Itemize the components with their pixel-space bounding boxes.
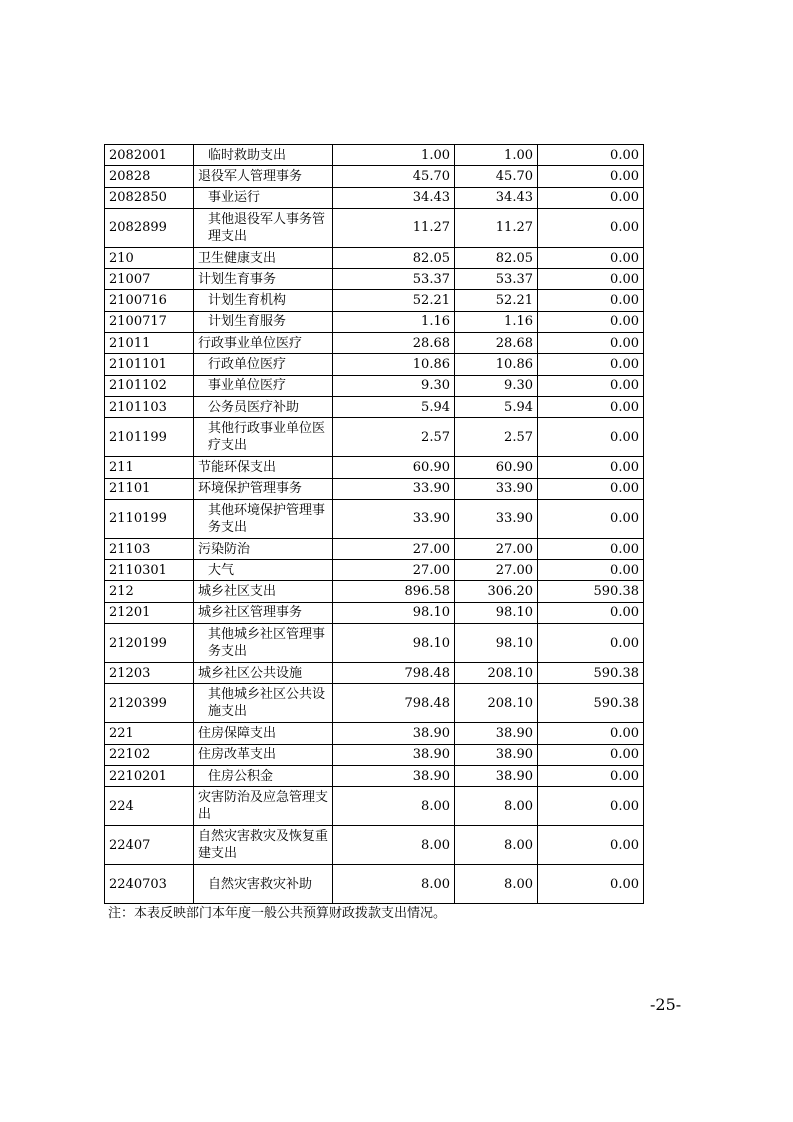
table-row — [105, 166, 644, 187]
project-expenditure-cell: 0.00 — [538, 396, 644, 417]
total-amount-cell: 34.43 — [333, 187, 455, 208]
project-expenditure-cell: 0.00 — [538, 560, 644, 581]
table-row — [105, 187, 644, 208]
project-expenditure-cell: 0.00 — [538, 290, 644, 311]
basic-expenditure-cell: 27.00 — [455, 538, 538, 559]
basic-expenditure-cell: 1.16 — [455, 311, 538, 332]
table-row — [105, 560, 644, 581]
table-row — [105, 247, 644, 268]
table-row — [105, 624, 644, 663]
total-amount-cell: 27.00 — [333, 560, 455, 581]
basic-expenditure-cell: 27.00 — [455, 560, 538, 581]
project-expenditure-cell: 590.38 — [538, 581, 644, 602]
project-expenditure-cell: 0.00 — [538, 602, 644, 623]
subject-name-cell: 环境保护管理事务 — [194, 478, 333, 499]
table-row — [105, 499, 644, 538]
basic-expenditure-cell: 33.90 — [455, 499, 538, 538]
subject-name-cell: 灾害防治及应急管理支出 — [194, 787, 333, 826]
total-amount-cell: 28.68 — [333, 333, 455, 354]
table-row — [105, 787, 644, 826]
table-row — [105, 723, 644, 744]
subject-name-cell: 计划生育事务 — [194, 269, 333, 290]
basic-expenditure-cell: 45.70 — [455, 166, 538, 187]
subject-code-cell: 2120199 — [105, 624, 194, 663]
table-row — [105, 418, 644, 457]
total-amount-cell: 45.70 — [333, 166, 455, 187]
subject-code-cell: 21007 — [105, 269, 194, 290]
total-amount-cell: 33.90 — [333, 499, 455, 538]
table-row — [105, 602, 644, 623]
subject-name-cell: 公务员医疗补助 — [194, 396, 333, 417]
total-amount-cell: 10.86 — [333, 354, 455, 375]
subject-code-cell: 224 — [105, 787, 194, 826]
subject-code-cell: 210 — [105, 247, 194, 268]
subject-name-cell: 卫生健康支出 — [194, 247, 333, 268]
page-number: -25- — [650, 995, 682, 1014]
basic-expenditure-cell: 208.10 — [455, 684, 538, 723]
subject-code-cell: 2110199 — [105, 499, 194, 538]
project-expenditure-cell: 0.00 — [538, 865, 644, 904]
basic-expenditure-cell: 38.90 — [455, 723, 538, 744]
basic-expenditure-cell: 208.10 — [455, 663, 538, 684]
basic-expenditure-cell: 53.37 — [455, 269, 538, 290]
basic-expenditure-cell: 5.94 — [455, 396, 538, 417]
basic-expenditure-cell: 9.30 — [455, 375, 538, 396]
subject-code-cell: 2240703 — [105, 865, 194, 904]
basic-expenditure-cell: 28.68 — [455, 333, 538, 354]
budget-expenditure-table — [104, 144, 644, 904]
basic-expenditure-cell: 60.90 — [455, 457, 538, 478]
subject-code-cell: 2210201 — [105, 765, 194, 786]
subject-code-cell: 211 — [105, 457, 194, 478]
subject-code-cell: 22407 — [105, 826, 194, 865]
total-amount-cell: 5.94 — [333, 396, 455, 417]
basic-expenditure-cell: 2.57 — [455, 418, 538, 457]
basic-expenditure-cell: 1.00 — [455, 145, 538, 166]
table-row — [105, 311, 644, 332]
total-amount-cell: 60.90 — [333, 457, 455, 478]
subject-name-cell: 城乡社区支出 — [194, 581, 333, 602]
basic-expenditure-cell: 38.90 — [455, 744, 538, 765]
total-amount-cell: 27.00 — [333, 538, 455, 559]
table-row — [105, 290, 644, 311]
subject-name-cell: 行政单位医疗 — [194, 354, 333, 375]
subject-name-cell: 退役军人管理事务 — [194, 166, 333, 187]
subject-code-cell: 21101 — [105, 478, 194, 499]
project-expenditure-cell: 0.00 — [538, 311, 644, 332]
subject-name-cell: 行政事业单位医疗 — [194, 333, 333, 354]
subject-name-cell: 计划生育服务 — [194, 311, 333, 332]
project-expenditure-cell: 0.00 — [538, 354, 644, 375]
project-expenditure-cell: 0.00 — [538, 247, 644, 268]
total-amount-cell: 8.00 — [333, 826, 455, 865]
total-amount-cell: 798.48 — [333, 684, 455, 723]
basic-expenditure-cell: 8.00 — [455, 787, 538, 826]
basic-expenditure-cell: 306.20 — [455, 581, 538, 602]
subject-name-cell: 自然灾害救灾补助 — [194, 865, 333, 904]
table-row — [105, 354, 644, 375]
subject-name-cell: 住房公积金 — [194, 765, 333, 786]
basic-expenditure-cell: 10.86 — [455, 354, 538, 375]
project-expenditure-cell: 0.00 — [538, 457, 644, 478]
total-amount-cell: 52.21 — [333, 290, 455, 311]
table-row — [105, 457, 644, 478]
total-amount-cell: 8.00 — [333, 865, 455, 904]
table-row — [105, 865, 644, 904]
project-expenditure-cell: 0.00 — [538, 478, 644, 499]
project-expenditure-cell: 0.00 — [538, 145, 644, 166]
subject-code-cell: 2101101 — [105, 354, 194, 375]
basic-expenditure-cell: 52.21 — [455, 290, 538, 311]
project-expenditure-cell: 0.00 — [538, 744, 644, 765]
subject-name-cell: 住房保障支出 — [194, 723, 333, 744]
basic-expenditure-cell: 8.00 — [455, 826, 538, 865]
subject-name-cell: 住房改革支出 — [194, 744, 333, 765]
total-amount-cell: 53.37 — [333, 269, 455, 290]
subject-name-cell: 其他环境保护管理事务支出 — [194, 499, 333, 538]
project-expenditure-cell: 0.00 — [538, 418, 644, 457]
total-amount-cell: 98.10 — [333, 602, 455, 623]
subject-code-cell: 2101102 — [105, 375, 194, 396]
total-amount-cell: 9.30 — [333, 375, 455, 396]
project-expenditure-cell: 0.00 — [538, 375, 644, 396]
subject-code-cell: 2082001 — [105, 145, 194, 166]
subject-name-cell: 其他城乡社区管理事务支出 — [194, 624, 333, 663]
total-amount-cell: 896.58 — [333, 581, 455, 602]
total-amount-cell: 98.10 — [333, 624, 455, 663]
subject-code-cell: 22102 — [105, 744, 194, 765]
total-amount-cell: 38.90 — [333, 765, 455, 786]
subject-name-cell: 节能环保支出 — [194, 457, 333, 478]
project-expenditure-cell: 0.00 — [538, 269, 644, 290]
project-expenditure-cell: 0.00 — [538, 333, 644, 354]
subject-code-cell: 21203 — [105, 663, 194, 684]
subject-code-cell: 2101103 — [105, 396, 194, 417]
basic-expenditure-cell: 8.00 — [455, 865, 538, 904]
subject-name-cell: 城乡社区管理事务 — [194, 602, 333, 623]
table-row — [105, 663, 644, 684]
subject-code-cell: 2101199 — [105, 418, 194, 457]
total-amount-cell: 1.16 — [333, 311, 455, 332]
project-expenditure-cell: 0.00 — [538, 187, 644, 208]
basic-expenditure-cell: 98.10 — [455, 624, 538, 663]
basic-expenditure-cell: 38.90 — [455, 765, 538, 786]
table-row — [105, 765, 644, 786]
basic-expenditure-cell: 11.27 — [455, 208, 538, 247]
total-amount-cell: 798.48 — [333, 663, 455, 684]
total-amount-cell: 8.00 — [333, 787, 455, 826]
table-row — [105, 684, 644, 723]
table-body — [105, 145, 644, 904]
subject-code-cell: 2082899 — [105, 208, 194, 247]
project-expenditure-cell: 590.38 — [538, 684, 644, 723]
basic-expenditure-cell: 98.10 — [455, 602, 538, 623]
project-expenditure-cell: 0.00 — [538, 826, 644, 865]
table-row — [105, 375, 644, 396]
subject-name-cell: 事业运行 — [194, 187, 333, 208]
table-row — [105, 478, 644, 499]
basic-expenditure-cell: 82.05 — [455, 247, 538, 268]
project-expenditure-cell: 590.38 — [538, 663, 644, 684]
subject-name-cell: 污染防治 — [194, 538, 333, 559]
table-row — [105, 333, 644, 354]
subject-code-cell: 21103 — [105, 538, 194, 559]
subject-name-cell: 计划生育机构 — [194, 290, 333, 311]
project-expenditure-cell: 0.00 — [538, 624, 644, 663]
subject-name-cell: 大气 — [194, 560, 333, 581]
project-expenditure-cell: 0.00 — [538, 787, 644, 826]
subject-code-cell: 20828 — [105, 166, 194, 187]
table-row — [105, 538, 644, 559]
basic-expenditure-cell: 33.90 — [455, 478, 538, 499]
total-amount-cell: 2.57 — [333, 418, 455, 457]
subject-code-cell: 2082850 — [105, 187, 194, 208]
table-row — [105, 744, 644, 765]
subject-code-cell: 21201 — [105, 602, 194, 623]
subject-code-cell: 21011 — [105, 333, 194, 354]
subject-name-cell: 其他退役军人事务管理支出 — [194, 208, 333, 247]
table-row — [105, 145, 644, 166]
table-row — [105, 208, 644, 247]
subject-code-cell: 212 — [105, 581, 194, 602]
subject-code-cell: 221 — [105, 723, 194, 744]
table-row — [105, 396, 644, 417]
total-amount-cell: 82.05 — [333, 247, 455, 268]
subject-name-cell: 自然灾害救灾及恢复重建支出 — [194, 826, 333, 865]
basic-expenditure-cell: 34.43 — [455, 187, 538, 208]
subject-name-cell: 其他城乡社区公共设施支出 — [194, 684, 333, 723]
total-amount-cell: 38.90 — [333, 723, 455, 744]
project-expenditure-cell: 0.00 — [538, 723, 644, 744]
subject-name-cell: 其他行政事业单位医疗支出 — [194, 418, 333, 457]
project-expenditure-cell: 0.00 — [538, 166, 644, 187]
total-amount-cell: 33.90 — [333, 478, 455, 499]
project-expenditure-cell: 0.00 — [538, 208, 644, 247]
total-amount-cell: 38.90 — [333, 744, 455, 765]
project-expenditure-cell: 0.00 — [538, 499, 644, 538]
table-footnote: 注：本表反映部门本年度一般公共预算财政拨款支出情况。 — [108, 906, 447, 921]
table-row — [105, 581, 644, 602]
subject-code-cell: 2120399 — [105, 684, 194, 723]
total-amount-cell: 11.27 — [333, 208, 455, 247]
subject-name-cell: 临时救助支出 — [194, 145, 333, 166]
project-expenditure-cell: 0.00 — [538, 765, 644, 786]
table-row — [105, 826, 644, 865]
subject-name-cell: 城乡社区公共设施 — [194, 663, 333, 684]
total-amount-cell: 1.00 — [333, 145, 455, 166]
subject-code-cell: 2100716 — [105, 290, 194, 311]
subject-code-cell: 2100717 — [105, 311, 194, 332]
subject-name-cell: 事业单位医疗 — [194, 375, 333, 396]
project-expenditure-cell: 0.00 — [538, 538, 644, 559]
table-row — [105, 269, 644, 290]
subject-code-cell: 2110301 — [105, 560, 194, 581]
